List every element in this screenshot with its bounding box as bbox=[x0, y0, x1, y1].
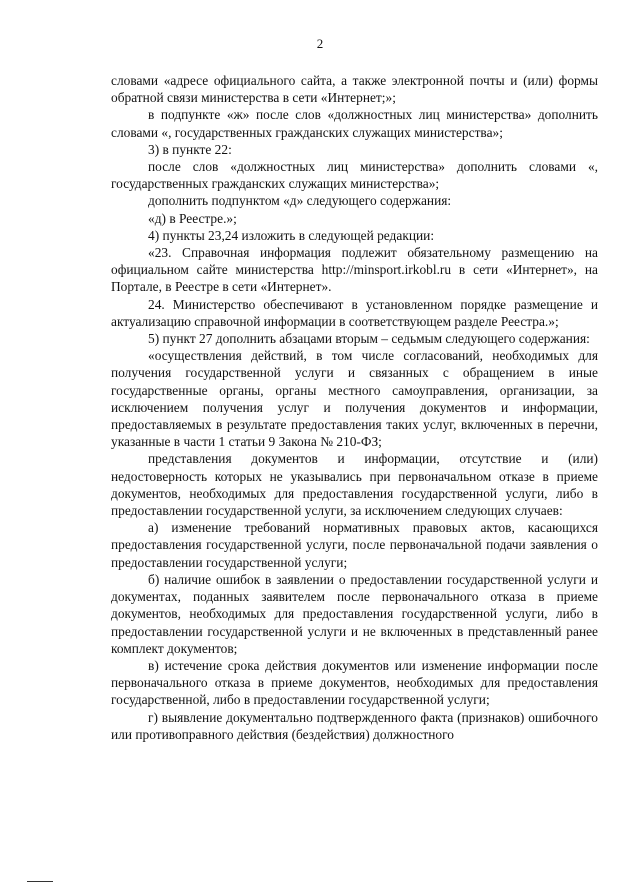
paragraph: «осуществления действий, в том числе согласований, необходимых для получения государственной услуги и связанных с обращением в иные государственные органы, органы местного самоуправления, организации, за исключением получения услуг и получения документов и информации, предоставляемых в результате предоставления таких услуг, включенных в перечни, указанные в части 1 статьи 9 Закона № 210-ФЗ; bbox=[111, 348, 598, 450]
paragraph: после слов «должностных лиц министерства» дополнить словами «, государственных гражданских служащих министерства»; bbox=[111, 159, 598, 192]
paragraph: «д) в Реестре.»; bbox=[148, 210, 237, 226]
paragraph: дополнить подпунктом «д» следующего содержания: bbox=[148, 193, 452, 209]
paragraph: г) выявление документально подтвержденного факта (признаков) ошибочного или противоправного действия (бездействия) должностного bbox=[111, 709, 598, 742]
document-body bbox=[111, 72, 598, 743]
paragraph: представления документов и информации, отсутствие и (или) недостоверность которых не указывались при первоначальном отказе в приеме документов, необходимых для предоставления государственной услуги, либо в предоставлении государственной услуги, за исключением следующих случаев: bbox=[111, 451, 598, 519]
paragraph: а) изменение требований нормативных правовых актов, касающихся предоставления государственной услуги, после первоначальной подачи заявления о предоставлении государственной услуги; bbox=[111, 520, 598, 570]
paragraph: б) наличие ошибок в заявлении о предоставлении государственной услуги и документах, поданных заявителем после первоначального отказа в приеме документов, необходимых для предоставления государственной услуги, либо в предоставлении государственной услуги и не включенных в представленный ранее комплект документов; bbox=[111, 571, 598, 656]
page-number: 2 bbox=[316, 36, 324, 51]
footer-rule bbox=[27, 881, 53, 882]
paragraph: в подпункте «ж» после слов «должностных лиц министерства» дополнить словами «, государственных гражданских служащих министерства»; bbox=[111, 107, 598, 140]
paragraph: в) истечение срока действия документов или изменение информации после первоначального отказа в приеме документов, необходимых для предоставления государственной, либо в предоставлении государственной услуги; bbox=[111, 657, 598, 708]
paragraph: 24. Министерство обеспечивают в установленном порядке размещение и актуализацию справочной информации в соответствующем разделе Реестра.»; bbox=[111, 296, 598, 329]
paragraph: «23. Справочная информация подлежит обязательному размещению на официальном сайте министерства http://minsport.irkobl.ru в сети «Интернет», на Портале, в Реестре в сети «Интернет». bbox=[111, 245, 598, 295]
paragraph: 3) в пункте 22: bbox=[148, 141, 232, 157]
paragraph: 4) пункты 23,24 изложить в следующей редакции: bbox=[148, 227, 435, 243]
paragraph: 5) пункт 27 дополнить абзацами вторым – седьмым следующего содержания: bbox=[148, 331, 590, 347]
paragraph: словами «адресе официального сайта, а также электронной почты и (или) формы обратной связи министерства в сети «Интернет;»; bbox=[111, 73, 598, 106]
